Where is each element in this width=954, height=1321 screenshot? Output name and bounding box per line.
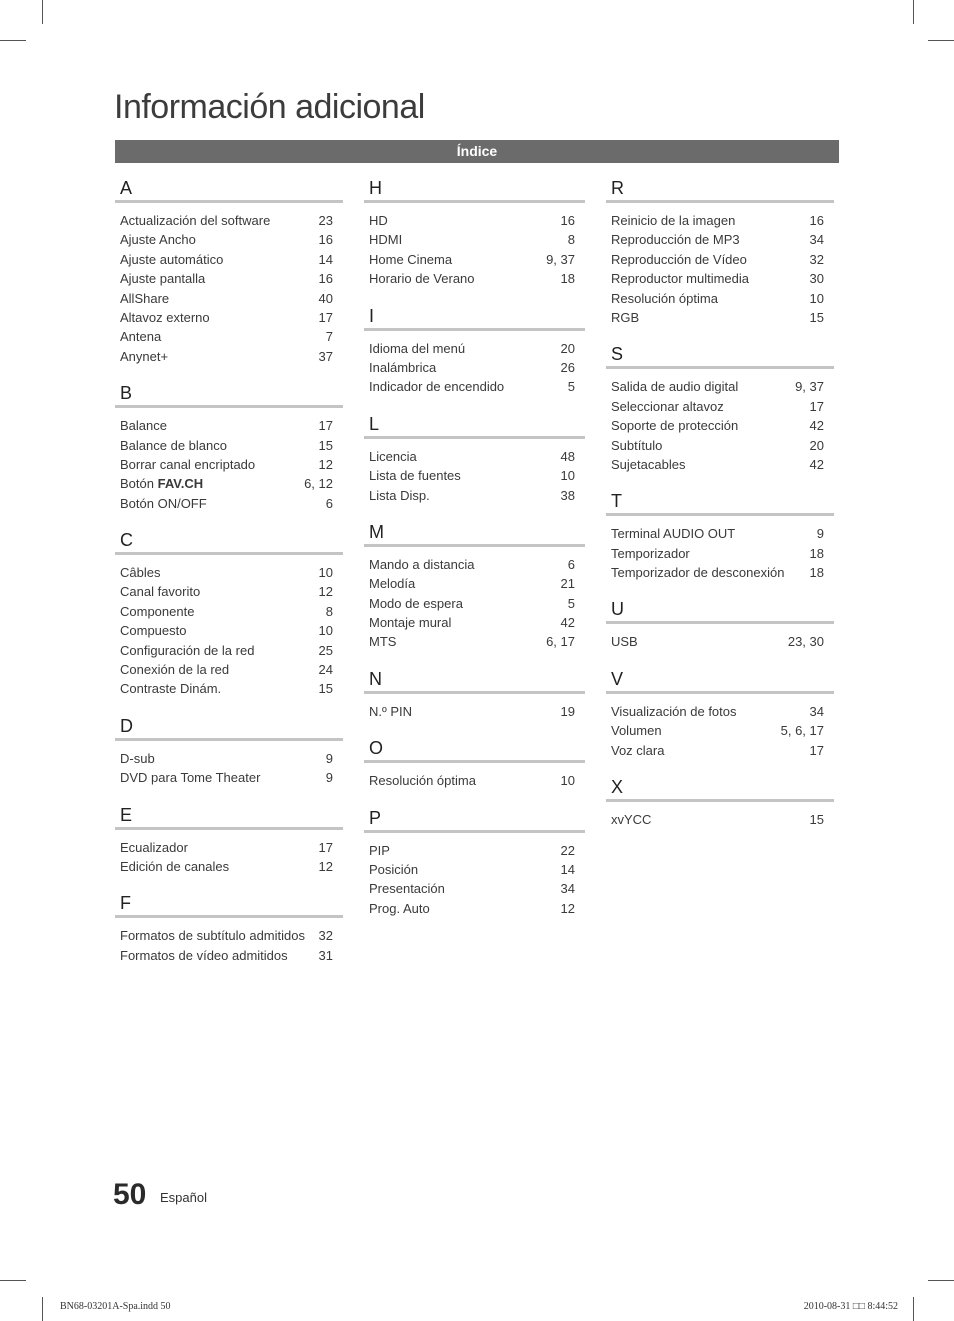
index-entry-label: Presentación <box>369 881 445 897</box>
index-entry-label: Actualización del software <box>120 213 271 228</box>
section-header: Índice <box>115 140 839 163</box>
index-entry-label: Conexión de la red <box>120 662 230 678</box>
index-entry <box>364 486 585 505</box>
index-entry <box>364 860 585 879</box>
index-group <box>115 803 343 877</box>
footer-file-info: BN68-03201A-Spa.indd 50 <box>60 1301 171 1312</box>
index-entry-label: Horario de Verano <box>369 271 475 287</box>
index-entry-pages: 9 <box>325 750 333 766</box>
index-group <box>364 736 585 790</box>
index-entry <box>115 327 343 346</box>
index-entry-label: Reproducción de Vídeo <box>611 251 747 267</box>
index-group <box>364 176 585 289</box>
index-entry-label: Configuración de la red <box>120 642 255 658</box>
index-entry-pages: 12 <box>318 584 333 600</box>
index-entry-label: N.º PIN <box>369 703 413 719</box>
index-entry-label: Balance <box>120 418 167 434</box>
index-entry <box>606 289 834 308</box>
index-entry-label: HD <box>369 213 388 228</box>
index-entry <box>364 269 585 288</box>
index-entry-label: Anynet+ <box>120 348 169 364</box>
index-entry <box>115 838 343 857</box>
index-entry-label: Melodía <box>369 576 416 592</box>
index-entry-label: Botón FAV.CH <box>120 476 204 492</box>
index-entry <box>606 524 834 543</box>
crop-mark <box>0 1280 26 1281</box>
index-entry-pages: 16 <box>560 213 575 228</box>
index-entry-pages: 37 <box>318 348 333 364</box>
index-group <box>606 176 834 327</box>
index-entry-label: Inalámbrica <box>369 359 437 375</box>
index-entry <box>364 702 585 721</box>
index-group <box>115 176 343 366</box>
index-entry-pages: 12 <box>318 858 333 874</box>
index-entry-label: Compuesto <box>120 623 187 639</box>
index-entry <box>115 494 343 513</box>
index-entry-pages: 10 <box>560 773 575 789</box>
index-entry-pages: 17 <box>318 418 333 434</box>
index-entry <box>115 946 343 965</box>
index-entry-pages: 9, 37 <box>795 379 824 395</box>
index-entry-pages: 48 <box>560 448 575 464</box>
index-entry-pages: 23 <box>318 213 333 228</box>
index-entry <box>115 269 343 288</box>
index-entry-pages: 42 <box>809 456 824 472</box>
index-entry-label: Modo de espera <box>369 595 463 611</box>
index-group <box>115 714 343 788</box>
index-entry <box>606 455 834 474</box>
index-entry-label: Mando a distancia <box>369 556 475 572</box>
index-entry-pages: 17 <box>809 742 824 758</box>
index-entry-label: Resolución óptima <box>369 773 476 789</box>
index-divider <box>606 366 834 369</box>
index-entry-label: Antena <box>120 329 162 345</box>
index-entry-label: HDMI <box>369 232 403 248</box>
index-entry-pages: 26 <box>560 359 575 375</box>
index-entry-label: Salida de audio digital <box>611 379 739 395</box>
index-entry-label: D-sub <box>120 750 155 766</box>
index-entry <box>115 857 343 876</box>
index-entry <box>115 455 343 474</box>
index-divider <box>606 621 834 624</box>
index-entry <box>115 926 343 945</box>
index-entry <box>115 211 343 230</box>
index-entry <box>115 768 343 787</box>
index-entry <box>364 339 585 358</box>
index-entry <box>606 397 834 416</box>
index-entry-pages: 10 <box>809 290 824 306</box>
page-number: 50 <box>113 1178 147 1211</box>
index-entry-label: DVD para Tome Theater <box>120 770 261 786</box>
index-entry-bold-label: FAV.CH <box>157 476 204 492</box>
index-entry-label: Terminal AUDIO OUT <box>611 526 736 542</box>
index-letter: X <box>611 777 624 798</box>
index-divider <box>115 738 343 741</box>
index-entry-pages: 42 <box>560 615 575 631</box>
index-entry-pages: 22 <box>560 842 575 858</box>
index-entry <box>364 613 585 632</box>
index-entry-pages: 42 <box>809 418 824 434</box>
index-entry-pages: 19 <box>560 703 575 719</box>
index-entry-label: Lista de fuentes <box>369 468 461 484</box>
index-letter: F <box>120 893 131 914</box>
index-entry-label: RGB <box>611 309 640 325</box>
index-divider <box>364 830 585 833</box>
index-group <box>115 528 343 699</box>
index-divider <box>364 436 585 439</box>
index-letter: O <box>369 738 384 759</box>
index-group <box>115 381 343 513</box>
index-letter: E <box>120 804 133 825</box>
crop-mark <box>42 1297 43 1321</box>
index-entry-pages: 34 <box>809 703 824 719</box>
index-letter: D <box>120 715 133 736</box>
index-entry-label: Componente <box>120 603 195 619</box>
index-divider <box>606 691 834 694</box>
index-letter: L <box>369 413 380 434</box>
index-entry-pages: 10 <box>560 468 575 484</box>
index-letter: P <box>369 807 382 828</box>
index-entry <box>115 641 343 660</box>
index-entry-pages: 21 <box>560 576 575 592</box>
index-entry <box>606 436 834 455</box>
index-entry-label: Idioma del menú <box>369 340 466 356</box>
index-letter: B <box>120 383 133 404</box>
index-entry <box>606 377 834 396</box>
index-entry-label: USB <box>611 634 638 650</box>
index-entry-pages: 16 <box>318 271 333 287</box>
index-entry <box>115 749 343 768</box>
index-entry-label: Posición <box>369 862 419 878</box>
index-divider <box>115 200 343 203</box>
index-group <box>606 489 834 582</box>
index-entry <box>364 447 585 466</box>
index-entry-label: Temporizador de desconexión <box>611 565 785 581</box>
index-entry <box>115 582 343 601</box>
index-entry-pages: 15 <box>809 309 824 325</box>
index-entry-label: Ajuste automático <box>120 251 224 267</box>
index-entry-pages: 31 <box>318 947 333 963</box>
index-entry <box>606 810 834 829</box>
index-group <box>364 520 585 652</box>
index-divider <box>364 544 585 547</box>
index-letter: V <box>611 668 624 689</box>
index-group <box>364 806 585 919</box>
index-divider <box>606 799 834 802</box>
page-language: Español <box>160 1190 207 1205</box>
index-entry <box>115 347 343 366</box>
index-entry <box>364 466 585 485</box>
index-entry-pages: 8 <box>325 603 333 619</box>
index-entry-label: Reproductor multimedia <box>611 271 750 287</box>
index-entry-label: Voz clara <box>611 742 665 758</box>
index-entry <box>115 679 343 698</box>
index-entry <box>115 250 343 269</box>
index-entry-pages: 15 <box>318 437 333 453</box>
index-entry <box>115 474 343 493</box>
index-entry <box>606 211 834 230</box>
index-letter: I <box>369 305 375 326</box>
index-entry-label: Licencia <box>369 448 417 464</box>
index-entry-pages: 5, 6, 17 <box>780 723 824 739</box>
index-entry <box>606 632 834 651</box>
index-entry-label: Canal favorito <box>120 584 201 600</box>
index-entry <box>115 602 343 621</box>
index-entry-label: Altavoz externo <box>120 309 210 325</box>
index-letter: M <box>369 521 384 542</box>
index-entry-label: Volumen <box>611 723 662 739</box>
index-divider <box>606 200 834 203</box>
index-entry-label: Seleccionar altavoz <box>611 398 724 414</box>
index-entry <box>606 416 834 435</box>
index-entry-pages: 16 <box>318 232 333 248</box>
index-entry-pages: 10 <box>318 623 333 639</box>
index-letter: H <box>369 178 382 198</box>
index-column-1 <box>115 176 343 980</box>
index-entry <box>606 308 834 327</box>
index-entry-label: AllShare <box>120 290 170 306</box>
index-divider <box>364 200 585 203</box>
index-letter: T <box>611 491 622 512</box>
index-entry-pages: 18 <box>560 271 575 287</box>
index-entry-pages: 7 <box>325 329 333 345</box>
index-entry-label: Botón ON/OFF <box>120 495 207 511</box>
index-entry-pages: 23, 30 <box>787 634 824 650</box>
index-entry-pages: 17 <box>318 839 333 855</box>
index-entry <box>364 771 585 790</box>
index-entry-label: Temporizador <box>611 545 690 561</box>
index-entry-pages: 30 <box>809 271 824 287</box>
index-group <box>606 342 834 474</box>
index-group <box>364 412 585 505</box>
index-entry-pages: 12 <box>560 900 575 916</box>
index-entry <box>364 230 585 249</box>
index-entry <box>115 230 343 249</box>
index-entry <box>115 436 343 455</box>
index-entry-label: Edición de canales <box>120 858 230 874</box>
index-entry <box>364 594 585 613</box>
index-entry-label: Formatos de vídeo admitidos <box>120 947 288 963</box>
index-entry <box>364 377 585 396</box>
index-group <box>606 597 834 651</box>
index-entry <box>115 660 343 679</box>
index-entry-label: Formatos de subtítulo admitidos <box>120 928 305 944</box>
index-entry <box>364 211 585 230</box>
index-entry-pages: 6, 17 <box>546 634 575 650</box>
index-group <box>606 667 834 760</box>
index-entry <box>606 269 834 288</box>
index-entry-pages: 6 <box>325 495 333 511</box>
index-divider <box>115 827 343 830</box>
index-group <box>606 775 834 829</box>
index-divider <box>115 405 343 408</box>
index-entry-label: xvYCC <box>611 812 652 828</box>
index-entry <box>115 563 343 582</box>
index-entry-pages: 9, 37 <box>546 251 575 267</box>
crop-mark <box>42 0 43 24</box>
index-letter: S <box>611 344 624 365</box>
index-column-2 <box>364 176 585 933</box>
index-entry <box>364 632 585 651</box>
index-entry-label: Balance de blanco <box>120 437 227 453</box>
index-entry-pages: 12 <box>318 456 333 472</box>
index-divider <box>364 760 585 763</box>
index-entry <box>364 555 585 574</box>
index-group <box>364 667 585 721</box>
crop-mark <box>0 40 26 41</box>
crop-mark <box>913 1297 914 1321</box>
index-entry <box>606 230 834 249</box>
index-entry-pages: 10 <box>318 565 333 581</box>
index-entry-pages: 34 <box>560 881 575 897</box>
index-entry <box>115 621 343 640</box>
index-entry-label: Subtítulo <box>611 437 663 453</box>
index-entry-pages: 9 <box>816 526 824 542</box>
index-letter: U <box>611 599 624 620</box>
index-entry <box>606 741 834 760</box>
index-group <box>364 304 585 397</box>
index-divider <box>115 915 343 918</box>
index-entry-pages: 5 <box>567 595 575 611</box>
index-entry <box>364 358 585 377</box>
crop-mark <box>913 0 914 24</box>
index-letter: C <box>120 530 133 551</box>
index-letter: A <box>120 178 133 198</box>
index-entry-pages: 20 <box>809 437 824 453</box>
index-entry-pages: 17 <box>809 398 824 414</box>
index-entry-label: Contraste Dinám. <box>120 681 222 697</box>
index-entry <box>364 574 585 593</box>
index-entry <box>364 899 585 918</box>
index-entry-pages: 16 <box>809 213 824 228</box>
index-entry <box>606 544 834 563</box>
index-entry-pages: 38 <box>560 487 575 503</box>
page-title: Información adicional <box>114 88 425 126</box>
index-entry-label: Visualización de fotos <box>611 703 737 719</box>
index-column-3 <box>606 176 834 844</box>
index-entry-pages: 6 <box>567 556 575 572</box>
footer-date-info: 2010-08-31 □□ 8:44:52 <box>803 1301 898 1312</box>
index-entry-label: Reproducción de MP3 <box>611 232 740 248</box>
index-entry-pages: 15 <box>809 812 824 828</box>
index-entry-pages: 20 <box>560 340 575 356</box>
index-entry <box>115 416 343 435</box>
index-entry-pages: 40 <box>318 290 333 306</box>
index-divider <box>364 328 585 331</box>
index-entry-pages: 15 <box>318 681 333 697</box>
index-entry-pages: 25 <box>318 642 333 658</box>
index-entry-label: Sujetacables <box>611 456 686 472</box>
index-entry-label: Soporte de protección <box>611 418 739 434</box>
index-entry-label: Ajuste Ancho <box>120 232 196 248</box>
index-divider <box>364 691 585 694</box>
index-entry <box>364 250 585 269</box>
index-entry-label: Reinicio de la imagen <box>611 213 736 228</box>
index-entry-pages: 17 <box>318 309 333 325</box>
index-entry-label: Lista Disp. <box>369 487 430 503</box>
index-entry-pages: 6, 12 <box>304 476 333 492</box>
index-entry-label: Home Cinema <box>369 251 453 267</box>
index-entry-label: Indicador de encendido <box>369 379 505 395</box>
index-entry-label: MTS <box>369 634 397 650</box>
index-letter: N <box>369 668 382 689</box>
index-entry-label: Montaje mural <box>369 615 452 631</box>
index-entry-label: Resolución óptima <box>611 290 718 306</box>
index-entry-pages: 24 <box>318 662 333 678</box>
index-entry-pages: 32 <box>318 928 333 944</box>
index-entry <box>364 841 585 860</box>
index-entry <box>606 250 834 269</box>
index-entry-label: PIP <box>369 842 390 858</box>
index-entry-pages: 18 <box>809 565 824 581</box>
crop-mark <box>928 40 954 41</box>
index-entry-pages: 34 <box>809 232 824 248</box>
index-entry <box>364 879 585 898</box>
index-entry-pages: 14 <box>318 251 333 267</box>
index-entry-label: Prog. Auto <box>369 900 430 916</box>
index-entry <box>606 702 834 721</box>
index-letter: R <box>611 178 624 198</box>
index-entry-label: Ajuste pantalla <box>120 271 206 287</box>
index-entry <box>606 721 834 740</box>
index-entry-pages: 18 <box>809 545 824 561</box>
crop-mark <box>928 1280 954 1281</box>
index-divider <box>115 552 343 555</box>
index-entry-pages: 32 <box>809 251 824 267</box>
index-entry-pages: 14 <box>560 862 575 878</box>
index-divider <box>606 513 834 516</box>
index-entry-label: Câbles <box>120 565 161 581</box>
index-group <box>115 891 343 965</box>
index-entry <box>115 289 343 308</box>
index-entry <box>115 308 343 327</box>
index-entry-label: Borrar canal encriptado <box>120 456 256 472</box>
index-entry <box>606 563 834 582</box>
index-entry-label: Ecualizador <box>120 839 188 855</box>
index-entry-pages: 8 <box>567 232 575 248</box>
index-entry-pages: 5 <box>567 379 575 395</box>
index-entry-pages: 9 <box>325 770 333 786</box>
